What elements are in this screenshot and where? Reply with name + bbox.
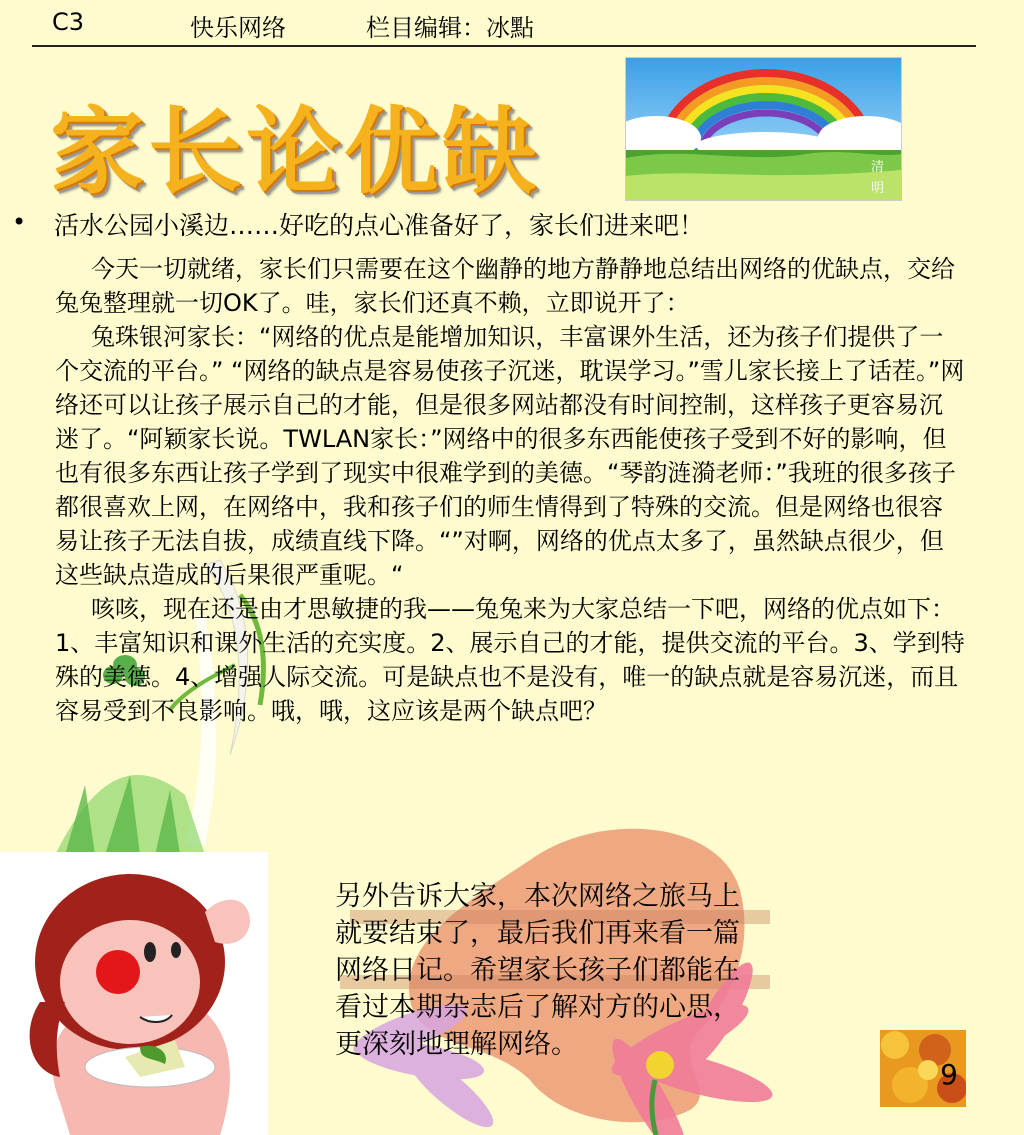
page-number: 9 <box>940 1058 958 1091</box>
image-stamp-top: 清 <box>871 160 885 175</box>
paragraph-parents-views: 兔珠银河家长：“网络的优点是能增加知识，丰富课外生活，还为孩子们提供了一个交流的平台。” “网络的缺点是容易使孩子沉迷，耽误学习。”雪儿家长接上了话茬。”网络还可以让孩子展示自己的才能，但是很多网站都没有时间控制，这样孩子更容易沉迷了。“阿颖家长说。TWLAN家长：”网络中的很多东西能使孩子受到不好的影响，但也有很多东西让孩子学到了现实中很难学到的美德。“琴韵涟漪老师：”我班的很多孩子都很喜欢上网，在网络中，我和孩子们的师生情得到了特殊的交流。但是网络也很容易让孩子无法自拔，成绩直线下降。“”对啊，网络的优点太多了，虽然缺点很少，但这些缺点造成的后果很严重呢。“ <box>55 323 965 589</box>
paragraph-summary: 咳咳，现在还是由才思敏捷的我——兔兔来为大家总结一下吧，网络的优点如下：1、丰富知识和课外生活的充实度。2、展示自己的才能，提供交流的平台。3、学到特殊的美德。4、增强人际交流。可是缺点也不是没有，唯一的缺点就是容易沉迷，而且容易受到不良影响。哦，哦，这应该是两个缺点吧？ <box>55 595 965 725</box>
bullet-marker: • <box>12 208 27 236</box>
girl-illustration <box>0 852 268 1135</box>
rainbow-image <box>625 57 902 201</box>
paragraph-intro: 今天一切就绪，家长们只需要在这个幽静的地方静静地总结出网络的优缺点，交给兔兔整理就一切OK了。哇，家长们还真不赖，立即说开了： <box>55 255 955 317</box>
closing-text: 另外告诉大家，本次网络之旅马上就要结束了，最后我们再来看一篇网络日记。希望家长孩子们都能在看过本期杂志后了解对方的心思，更深刻地理解网络。 <box>335 881 740 1060</box>
section-name: 快乐网络 <box>190 14 286 42</box>
page-title: 家长论优缺 <box>50 97 541 207</box>
image-stamp-bottom: 明 <box>871 181 885 196</box>
page-code: C3 <box>52 8 85 36</box>
lead-line: 活水公园小溪边……好吃的点心准备好了，家长们进来吧！ <box>54 211 705 240</box>
header-divider <box>32 45 976 47</box>
page-header <box>0 0 1024 48</box>
article-body <box>55 252 965 728</box>
editor-credit: 栏目编辑：冰點 <box>366 14 534 42</box>
